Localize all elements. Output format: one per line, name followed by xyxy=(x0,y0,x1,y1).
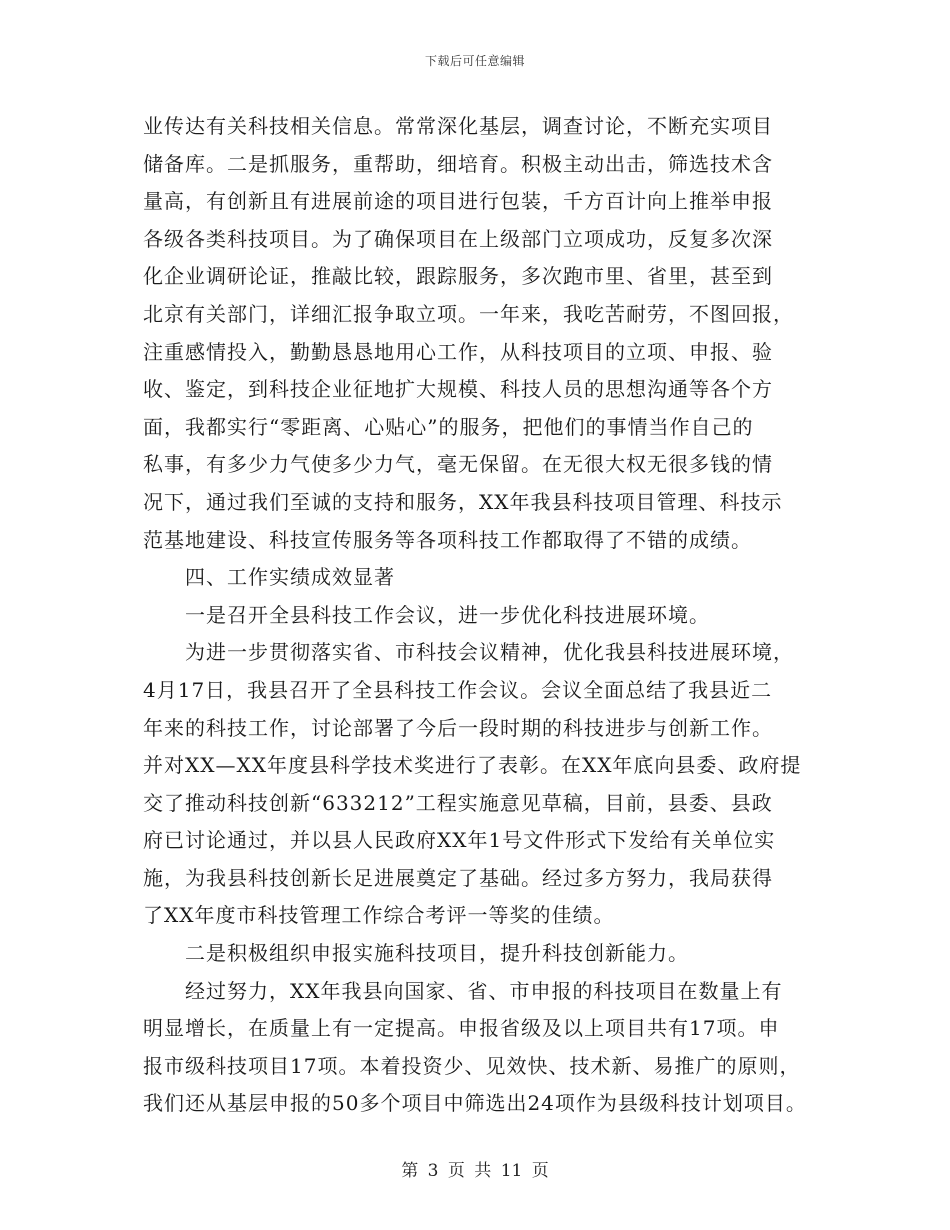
text-line: 范基地建设、科技宣传服务等各项科技工作都取得了不错的成绩。 xyxy=(143,527,752,552)
text-line: 一是召开全县科技工作会议，进一步优化科技进展环境。 xyxy=(185,602,710,627)
text-line: 化企业调研论证，推敲比较，跟踪服务，多次跑市里、省里，甚至到 xyxy=(143,264,773,289)
page-footer: 第 3 页 共 11 页 xyxy=(401,1161,549,1181)
document-body xyxy=(143,108,833,1123)
text-line: 施，为我县科技创新长足进展奠定了基础。经过多方努力，我局获得 xyxy=(143,865,773,890)
text-line: 私事，有多少力气使多少力气，毫无保留。在无很大权无很多钱的情 xyxy=(143,452,773,477)
text-line: 明显增长，在质量上有一定提高。申报省级及以上项目共有17项。申 xyxy=(143,1016,780,1041)
text-line: 收、鉴定，到科技企业征地扩大规模、科技人员的思想沟通等各个方 xyxy=(143,377,773,402)
text-line: 面，我都实行“零距离、心贴心”的服务，把他们的事情当作自己的 xyxy=(143,414,754,439)
text-line: 注重感情投入，勤勤恳恳地用心工作，从科技项目的立项、申报、验 xyxy=(143,339,773,364)
text-line: 为进一步贯彻落实省、市科技会议精神，优化我县科技进展环境， xyxy=(185,640,794,665)
text-line: 交了推动科技创新“633212”工程实施意见草稿，目前，县委、县政 xyxy=(143,790,773,815)
text-line: 二是积极组织申报实施科技项目，提升科技创新能力。 xyxy=(185,941,689,966)
text-line: 北京有关部门，详细汇报争取立项。一年来，我吃苦耐劳，不图回报， xyxy=(143,301,794,326)
text-line: 4月17日，我县召开了全县科技工作会议。会议全面总结了我县近二 xyxy=(143,677,773,702)
text-line: 况下，通过我们至诚的支持和服务，XX年我县科技项目管理、科技示 xyxy=(143,489,783,514)
text-line: 了XX年度市科技管理工作综合考评一等奖的佳绩。 xyxy=(143,903,615,928)
page-header: 下载后可任意编辑 xyxy=(424,54,525,68)
text-line: 经过努力，XX年我县向国家、省、市申报的科技项目在数量上有 xyxy=(185,978,783,1003)
text-line: 业传达有关科技相关信息。常常深化基层，调查讨论，不断充实项目 xyxy=(143,114,773,138)
text-line: 储备库。二是抓服务，重帮助，细培育。积极主动出击，筛选技术含 xyxy=(143,151,773,176)
text-line: 四、工作实绩成效显著 xyxy=(185,565,395,590)
text-line: 各级各类科技项目。为了确保项目在上级部门立项成功，反复多次深 xyxy=(143,226,773,251)
text-line: 我们还从基层申报的50多个项目中筛选出24项作为县级科技计划项目。 xyxy=(143,1091,807,1116)
text-line: 量高，有创新且有进展前途的项目进行包装，千方百计向上推举申报 xyxy=(143,189,773,214)
text-line: 年来的科技工作，讨论部署了今后一段时期的科技进步与创新工作。 xyxy=(143,715,773,740)
text-line: 府已讨论通过，并以县人民政府XX年1号文件形式下发给有关单位实 xyxy=(143,828,776,853)
text-line: 并对XX—XX年度县科学技术奖进行了表彰。在XX年底向县委、政府提 xyxy=(143,753,802,778)
text-line: 报市级科技项目17项。本着投资少、见效快、技术新、易推广的原则， xyxy=(143,1053,801,1078)
